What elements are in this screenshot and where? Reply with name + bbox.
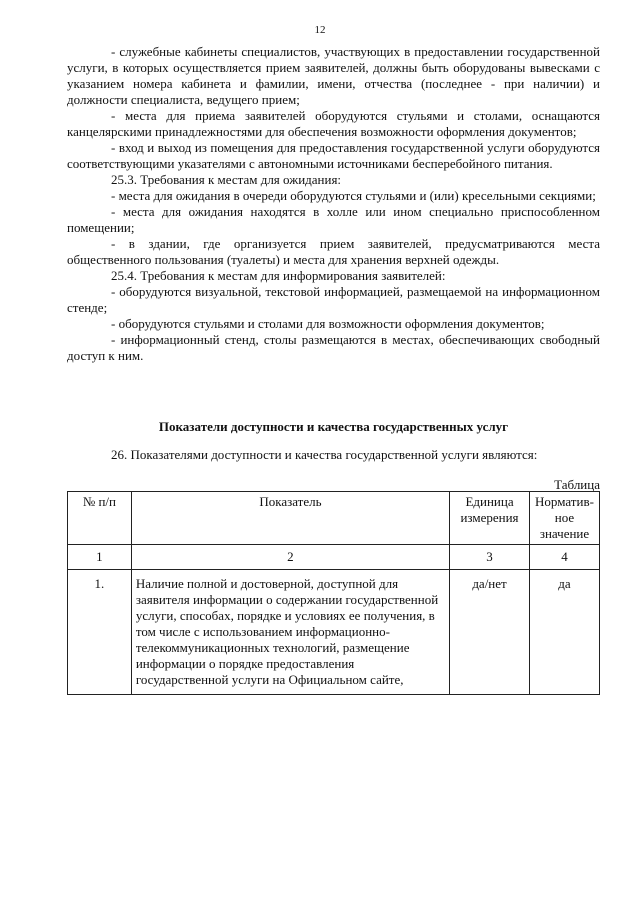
body-text [67, 44, 600, 364]
paragraph: - оборудуются стульями и столами для возможности оформления документов; [111, 316, 545, 331]
header-cell-number: № п/п [68, 492, 132, 545]
row-norm-cell: да [529, 570, 599, 695]
section-heading: Показатели доступности и качества государственных услуг [158, 419, 509, 434]
table-header-row [68, 492, 600, 545]
paragraph: - служебные кабинеты специалистов, участвующих в предоставлении государственной услуги, в которых осуществляется прием заявителей, должны быть оборудованы вывесками с указанием номера кабинета и фамилии, имени, отчества (последнее - при наличии) и должности специалиста, ведущего прием; [67, 44, 600, 107]
header-cell-norm: Нормативное значение [529, 492, 599, 545]
header-cell-indicator: Показатель [131, 492, 449, 545]
paragraph: 25.4. Требования к местам для информирования заявителей: [111, 268, 446, 283]
row-unit-cell: да/нет [450, 570, 530, 695]
paragraph: - места для ожидания в очереди оборудуются стульями и (или) кресельными секциями; [111, 188, 596, 203]
column-number-cell: 4 [529, 545, 599, 570]
row-number-cell: 1. [68, 570, 132, 695]
paragraph: - места для приема заявителей оборудуются стульями и столами, оснащаются канцелярскими принадлежностями для обеспечения возможности оформления документов; [67, 108, 600, 139]
column-number-cell: 2 [131, 545, 449, 570]
intro-paragraph: 26. Показателями доступности и качества государственной услуги являются: [111, 447, 538, 462]
paragraph: 25.3. Требования к местам для ожидания: [111, 172, 342, 187]
paragraph: - оборудуются визуальной, текстовой информацией, размещаемой на информационном стенде; [67, 284, 600, 315]
header-cell-unit: Единица измерения [450, 492, 530, 545]
column-number-cell: 3 [450, 545, 530, 570]
paragraph: - места для ожидания находятся в холле или ином специально приспособленном помещении; [67, 204, 600, 235]
table-caption: Таблица [554, 477, 600, 492]
paragraph: - в здании, где организуется прием заявителей, предусматриваются места общественного пользования (туалеты) и места для хранения верхней одежды. [67, 236, 600, 267]
paragraph: - вход и выход из помещения для предоставления государственной услуги оборудуются соответствующими указателями с автономными источниками бесперебойного питания. [67, 140, 600, 171]
paragraph: - информационный стенд, столы размещаются в местах, обеспечивающих свободный доступ к ним. [67, 332, 600, 363]
column-number-row [68, 545, 600, 570]
row-indicator-cell: Наличие полной и достоверной, доступной для заявителя информации о содержании государственной услуги, способах, порядке и условиях ее получения, в том числе с использованием информационно-телекоммуникационных технологий, размещение информации о порядке предоставления государственной услуги на Официальном сайте, [131, 570, 449, 695]
table-row [68, 570, 600, 695]
page-number: 12 [314, 24, 326, 36]
indicators-table [67, 491, 600, 695]
column-number-cell: 1 [68, 545, 132, 570]
